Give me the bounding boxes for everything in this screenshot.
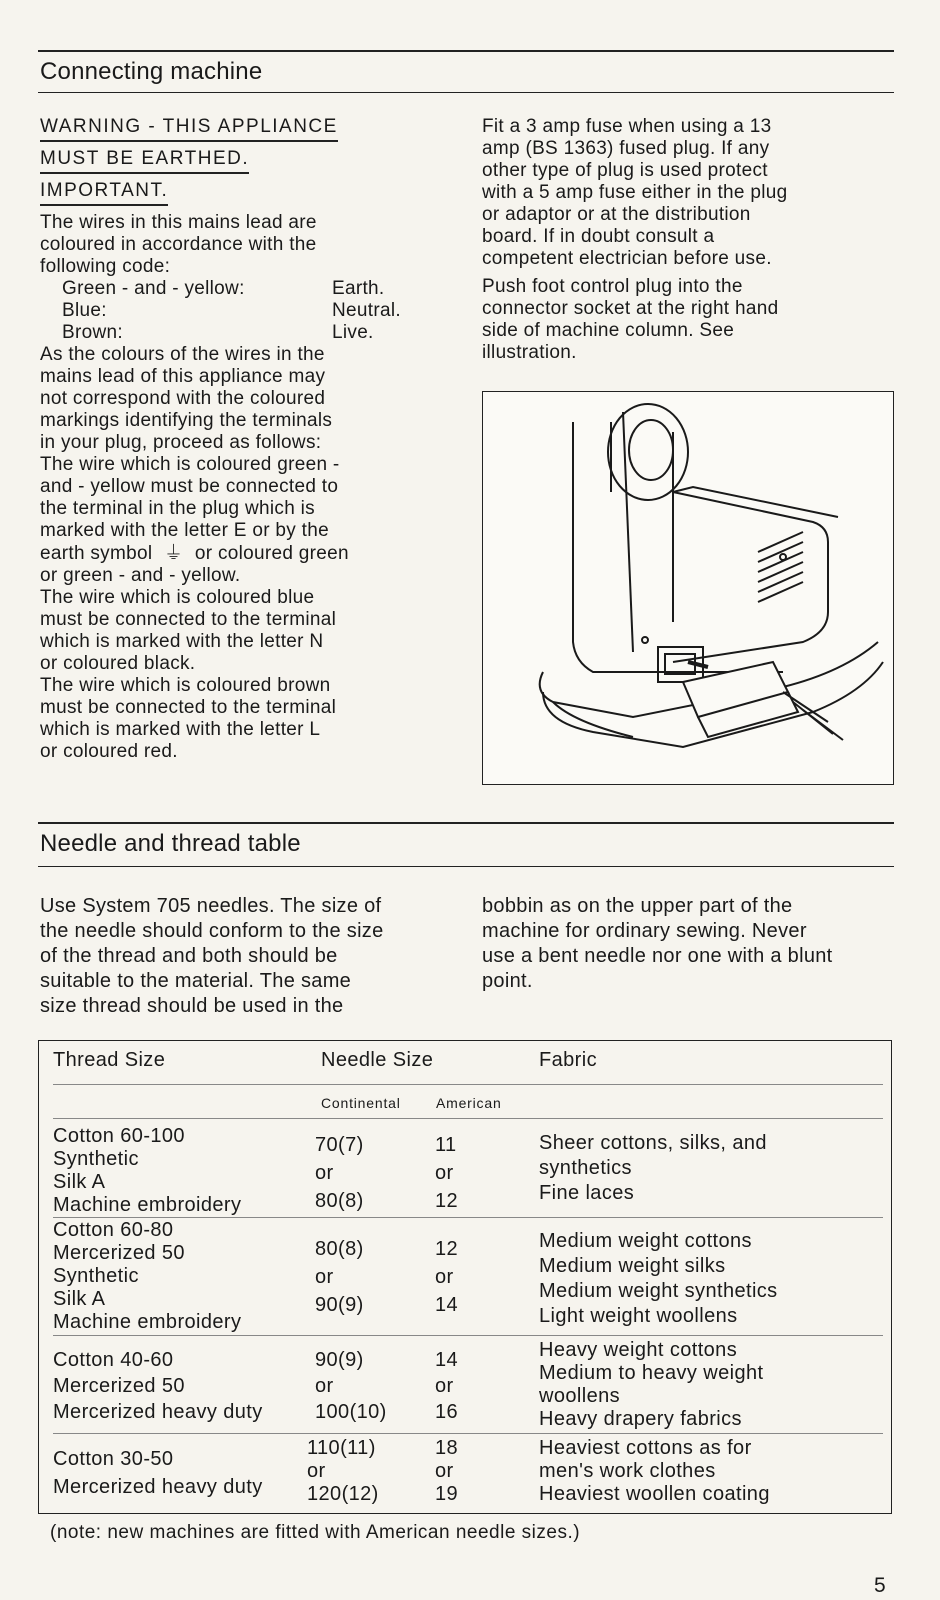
row3-fabric: Heavy weight cottons Medium to heavy weight woollens Heavy drapery fabrics — [539, 1339, 764, 1430]
paragraph-foot-control: Push foot control plug into the connector socket at the right hand side of machine column. See illustration. — [482, 276, 779, 363]
footnote: (note: new machines are fitted with American needle sizes.) — [50, 1522, 581, 1543]
row4-fabric: Heaviest cottons as for men's work clothes Heaviest woollen coating — [539, 1437, 770, 1505]
needle-section-rule-bottom — [38, 866, 894, 867]
header-thread-size: Thread Size — [53, 1049, 166, 1071]
row1-fabric: Sheer cottons, silks, and synthetics Fine laces — [539, 1132, 767, 1204]
row1-american: 11 or 12 — [435, 1134, 459, 1212]
needle-right-column: bobbin as on the upper part of the machine for ordinary sewing. Never use a bent needle nor one with a blunt point. — [482, 895, 833, 992]
code-meaning: Neutral. — [332, 300, 401, 321]
section-rule — [38, 92, 894, 93]
code-meaning: Earth. — [332, 278, 385, 299]
header-needle-size: Needle Size — [321, 1049, 434, 1071]
header-continental: Continental — [321, 1095, 401, 1111]
row-divider — [53, 1433, 883, 1434]
paragraph-fuse: Fit a 3 amp fuse when using a 13 amp (BS 1363) fused plug. If any other type of plug is used protect with a 5 amp fuse either in the plug or adaptor or at the distribution board. If in doubt consult a competent electrician before use. — [482, 116, 788, 269]
row-divider — [53, 1217, 883, 1218]
paragraph-brown: The wire which is coloured brown must be connected to the terminal which is marked with the letter L or coloured red. — [40, 675, 337, 762]
code-colour: Brown: — [62, 322, 123, 343]
section-title-needle: Needle and thread table — [40, 830, 301, 857]
row2-thread: Cotton 60-80 Mercerized 50 Synthetic Silk A Machine embroidery — [53, 1219, 242, 1333]
row3-thread: Cotton 40-60 Mercerized 50 Mercerized heavy duty — [53, 1349, 263, 1423]
row2-american: 12 or 14 — [435, 1238, 459, 1316]
paragraph-blue: The wire which is coloured blue must be connected to the terminal which is marked with the letter N or coloured black. — [40, 587, 337, 674]
row-divider — [53, 1335, 883, 1336]
important-heading: IMPORTANT. — [40, 180, 168, 206]
warning-line-1: WARNING - THIS APPLIANCE — [40, 116, 338, 142]
row1-thread: Cotton 60-100 Synthetic Silk A Machine embroidery — [53, 1125, 242, 1216]
code-colour: Green - and - yellow: — [62, 278, 245, 299]
paragraph-green-yellow: The wire which is coloured green - and - yellow must be connected to the terminal in the plug which is marked with the letter E or by the earth symbol ⏚ or coloured green or green - and - yellow. — [40, 454, 349, 586]
page-number: 5 — [874, 1574, 886, 1597]
row2-fabric: Medium weight cottons Medium weight silks Medium weight synthetics Light weight woollens — [539, 1230, 778, 1327]
header-american: American — [436, 1095, 502, 1111]
row3-american: 14 or 16 — [435, 1349, 459, 1423]
row1-continental: 70(7) or 80(8) — [315, 1134, 364, 1212]
paragraph-colours: As the colours of the wires in the mains lead of this appliance may not correspond with the coloured markings identifying the terminals in your plug, proceed as follows: — [40, 344, 333, 453]
connecting-left-column — [40, 116, 450, 763]
subheader-divider — [53, 1118, 883, 1119]
top-rule — [38, 50, 894, 52]
connecting-right-column — [482, 116, 902, 364]
row2-continental: 80(8) or 90(9) — [315, 1238, 364, 1316]
wires-intro: The wires in this mains lead are coloured in accordance with the following code: — [40, 212, 317, 277]
wire-colour-codes — [40, 278, 450, 344]
section-title-connecting: Connecting machine — [40, 58, 263, 85]
row4-thread: Cotton 30-50 Mercerized heavy duty — [53, 1448, 263, 1498]
foot-control-plug-illustration — [482, 391, 894, 785]
needle-thread-table — [38, 1040, 892, 1514]
code-colour: Blue: — [62, 300, 107, 321]
warning-line-2: MUST BE EARTHED. — [40, 148, 249, 174]
code-meaning: Live. — [332, 322, 374, 343]
row4-american: 18 or 19 — [435, 1437, 459, 1505]
earth-symbol-icon: ⏚ — [163, 542, 184, 564]
header-fabric: Fabric — [539, 1049, 597, 1071]
row3-continental: 90(9) or 100(10) — [315, 1349, 387, 1423]
needle-section-rule-top — [38, 822, 894, 824]
needle-left-column: Use System 705 needles. The size of the needle should conform to the size of the thread and both should be suitable to the material. The same size thread should be used in the — [40, 895, 384, 1017]
row4-continental: 110(11) or 120(12) — [307, 1437, 379, 1505]
header-divider — [53, 1084, 883, 1085]
